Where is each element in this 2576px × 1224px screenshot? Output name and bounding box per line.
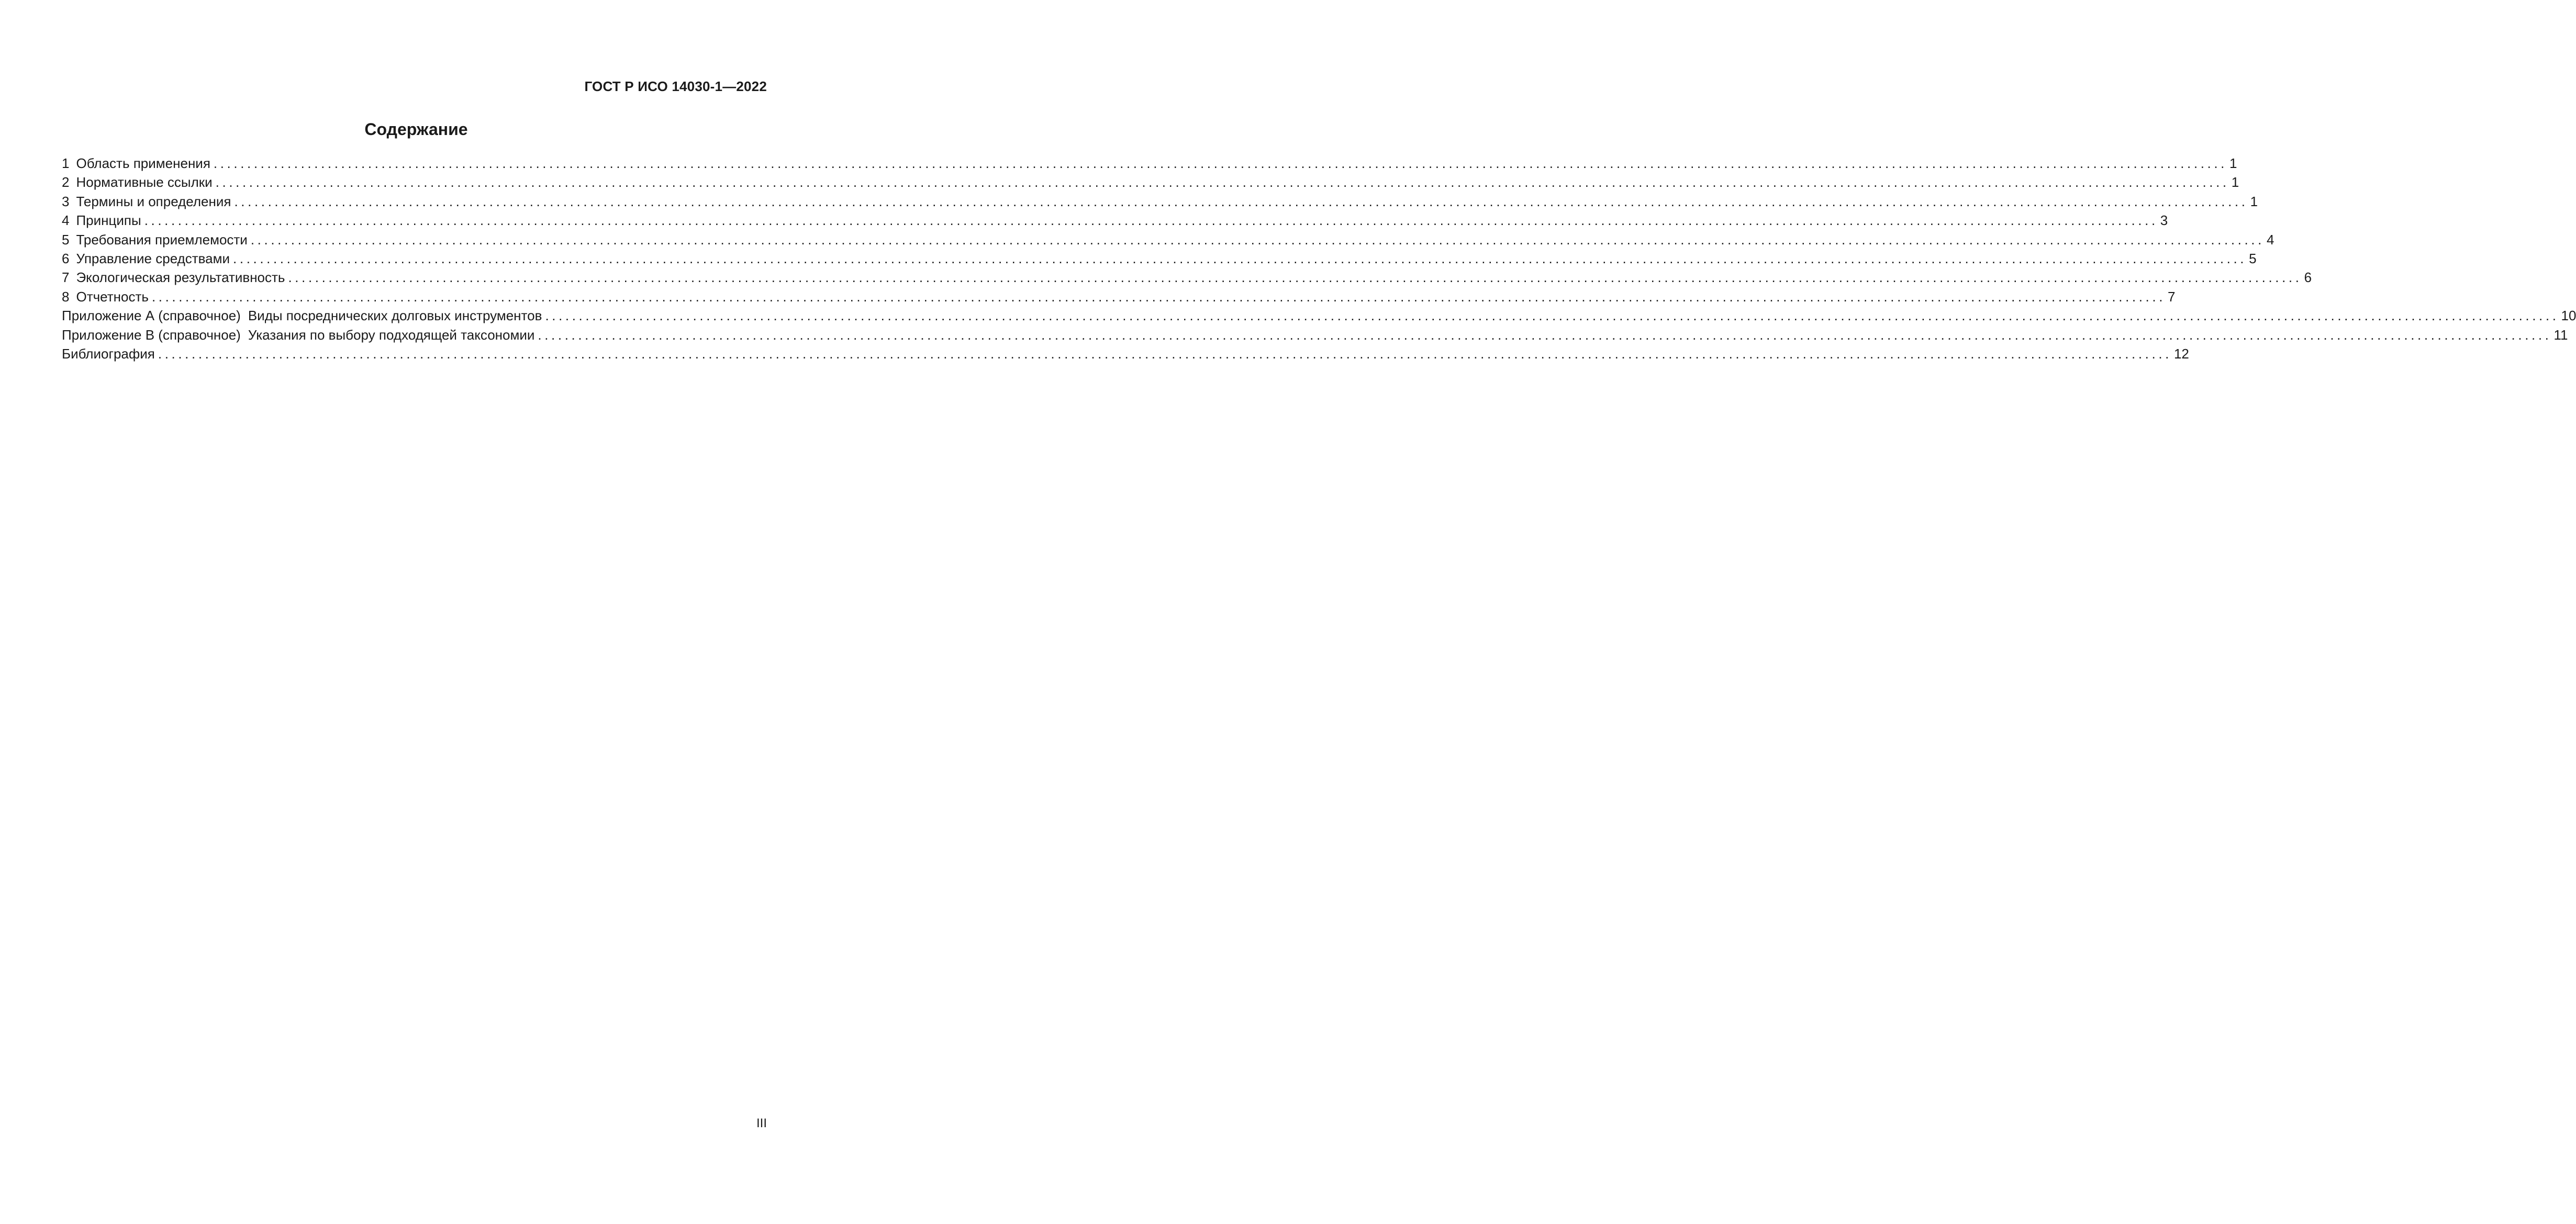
dot-leader: ............................................................................................................................................................................................................................................................................................................ bbox=[233, 250, 2247, 266]
toc-entry-number: 1 bbox=[62, 155, 70, 171]
toc-entry-page: 11 bbox=[2553, 327, 2568, 343]
toc-entry-title: Область применения bbox=[76, 155, 210, 171]
toc-entry-title: Управление средствами bbox=[76, 250, 230, 266]
dot-leader: ............................................................................................................................................................................................................................................................................................................ bbox=[151, 288, 2166, 305]
toc-entry-number: 4 bbox=[62, 212, 70, 229]
annex-prefix: Приложение А (справочное) bbox=[62, 308, 241, 324]
toc-entry[interactable] bbox=[62, 249, 2257, 268]
toc-entry-number: 7 bbox=[62, 269, 70, 286]
dot-leader: ............................................................................................................................................................................................................................................................................................................ bbox=[545, 308, 2559, 324]
toc-entry-number: 2 bbox=[62, 174, 70, 190]
toc-entry[interactable] bbox=[62, 173, 2239, 192]
dot-leader: ............................................................................................................................................................................................................................................................................................................ bbox=[215, 174, 2229, 190]
table-of-contents bbox=[62, 154, 2576, 363]
dot-leader: ............................................................................................................................................................................................................................................................................................................ bbox=[158, 345, 2172, 362]
toc-entry-title: Отчетность bbox=[76, 288, 149, 305]
dot-leader: ............................................................................................................................................................................................................................................................................................................ bbox=[250, 231, 2265, 248]
toc-entry[interactable] bbox=[62, 230, 2274, 249]
toc-entry[interactable] bbox=[62, 154, 2237, 173]
toc-entry-page: 1 bbox=[2231, 174, 2239, 190]
toc-entry[interactable] bbox=[62, 192, 2258, 211]
toc-entry-number: 8 bbox=[62, 288, 70, 305]
toc-entry-number: 6 bbox=[62, 250, 70, 266]
toc-entry-page: 4 bbox=[2266, 231, 2274, 248]
toc-entry-label bbox=[62, 344, 155, 363]
toc-entry-title: Экологическая результативность bbox=[76, 269, 285, 286]
toc-entry-label bbox=[62, 268, 285, 287]
toc-entry-number: 3 bbox=[62, 193, 70, 209]
toc-entry-page: 3 bbox=[2160, 212, 2168, 229]
dot-leader: ............................................................................................................................................................................................................................................................................................................ bbox=[288, 269, 2302, 286]
toc-entry-page: 6 bbox=[2304, 269, 2312, 286]
toc-entry-label bbox=[62, 192, 231, 211]
toc-entry-number: 5 bbox=[62, 231, 70, 248]
toc-entry-page: 1 bbox=[2250, 193, 2258, 209]
annex-prefix: Приложение В (справочное) bbox=[62, 327, 241, 343]
toc-entry-title: Виды посреднических долговых инструментов bbox=[248, 308, 542, 324]
toc-entry-label bbox=[62, 287, 149, 306]
toc-entry-title: Библиография bbox=[62, 345, 155, 362]
dot-leader: ............................................................................................................................................................................................................................................................................................................ bbox=[234, 193, 2248, 209]
toc-entry-page: 7 bbox=[2168, 288, 2176, 305]
toc-entry-page: 1 bbox=[2229, 155, 2237, 171]
toc-entry-label bbox=[62, 211, 141, 230]
toc-entry-label bbox=[62, 230, 248, 249]
toc-entry[interactable] bbox=[62, 268, 2312, 287]
toc-entry-page: 10 bbox=[2561, 308, 2576, 324]
toc-entry-title: Указания по выбору подходящей таксономии bbox=[248, 327, 535, 343]
toc-entry-bibliography[interactable] bbox=[62, 344, 2189, 363]
toc-entry[interactable] bbox=[62, 287, 2176, 306]
toc-entry-page: 12 bbox=[2173, 345, 2189, 362]
toc-entry-title: Термины и определения bbox=[76, 193, 231, 209]
toc-entry-label bbox=[62, 325, 534, 344]
toc-entry-title: Нормативные ссылки bbox=[76, 174, 213, 190]
toc-entry-page: 5 bbox=[2249, 250, 2257, 266]
dot-leader: ............................................................................................................................................................................................................................................................................................................ bbox=[144, 212, 2158, 229]
document-code: ГОСТ Р ИСО 14030-1—2022 bbox=[584, 78, 767, 94]
toc-title: Содержание bbox=[364, 120, 468, 139]
toc-entry-label bbox=[62, 173, 213, 192]
toc-entry-label bbox=[62, 154, 210, 173]
toc-entry-title: Требования приемлемости bbox=[76, 231, 248, 248]
dot-leader: ............................................................................................................................................................................................................................................................................................................ bbox=[213, 155, 2227, 171]
toc-entry-label bbox=[62, 306, 542, 325]
page-number: III bbox=[756, 1116, 767, 1130]
toc-entry[interactable] bbox=[62, 211, 2168, 230]
toc-entry-annex-a[interactable] bbox=[62, 306, 2576, 325]
dot-leader: ............................................................................................................................................................................................................................................................................................................ bbox=[538, 327, 2552, 343]
toc-entry-title: Принципы bbox=[76, 212, 141, 229]
toc-entry-label bbox=[62, 249, 230, 268]
toc-entry-annex-b[interactable] bbox=[62, 325, 2568, 344]
